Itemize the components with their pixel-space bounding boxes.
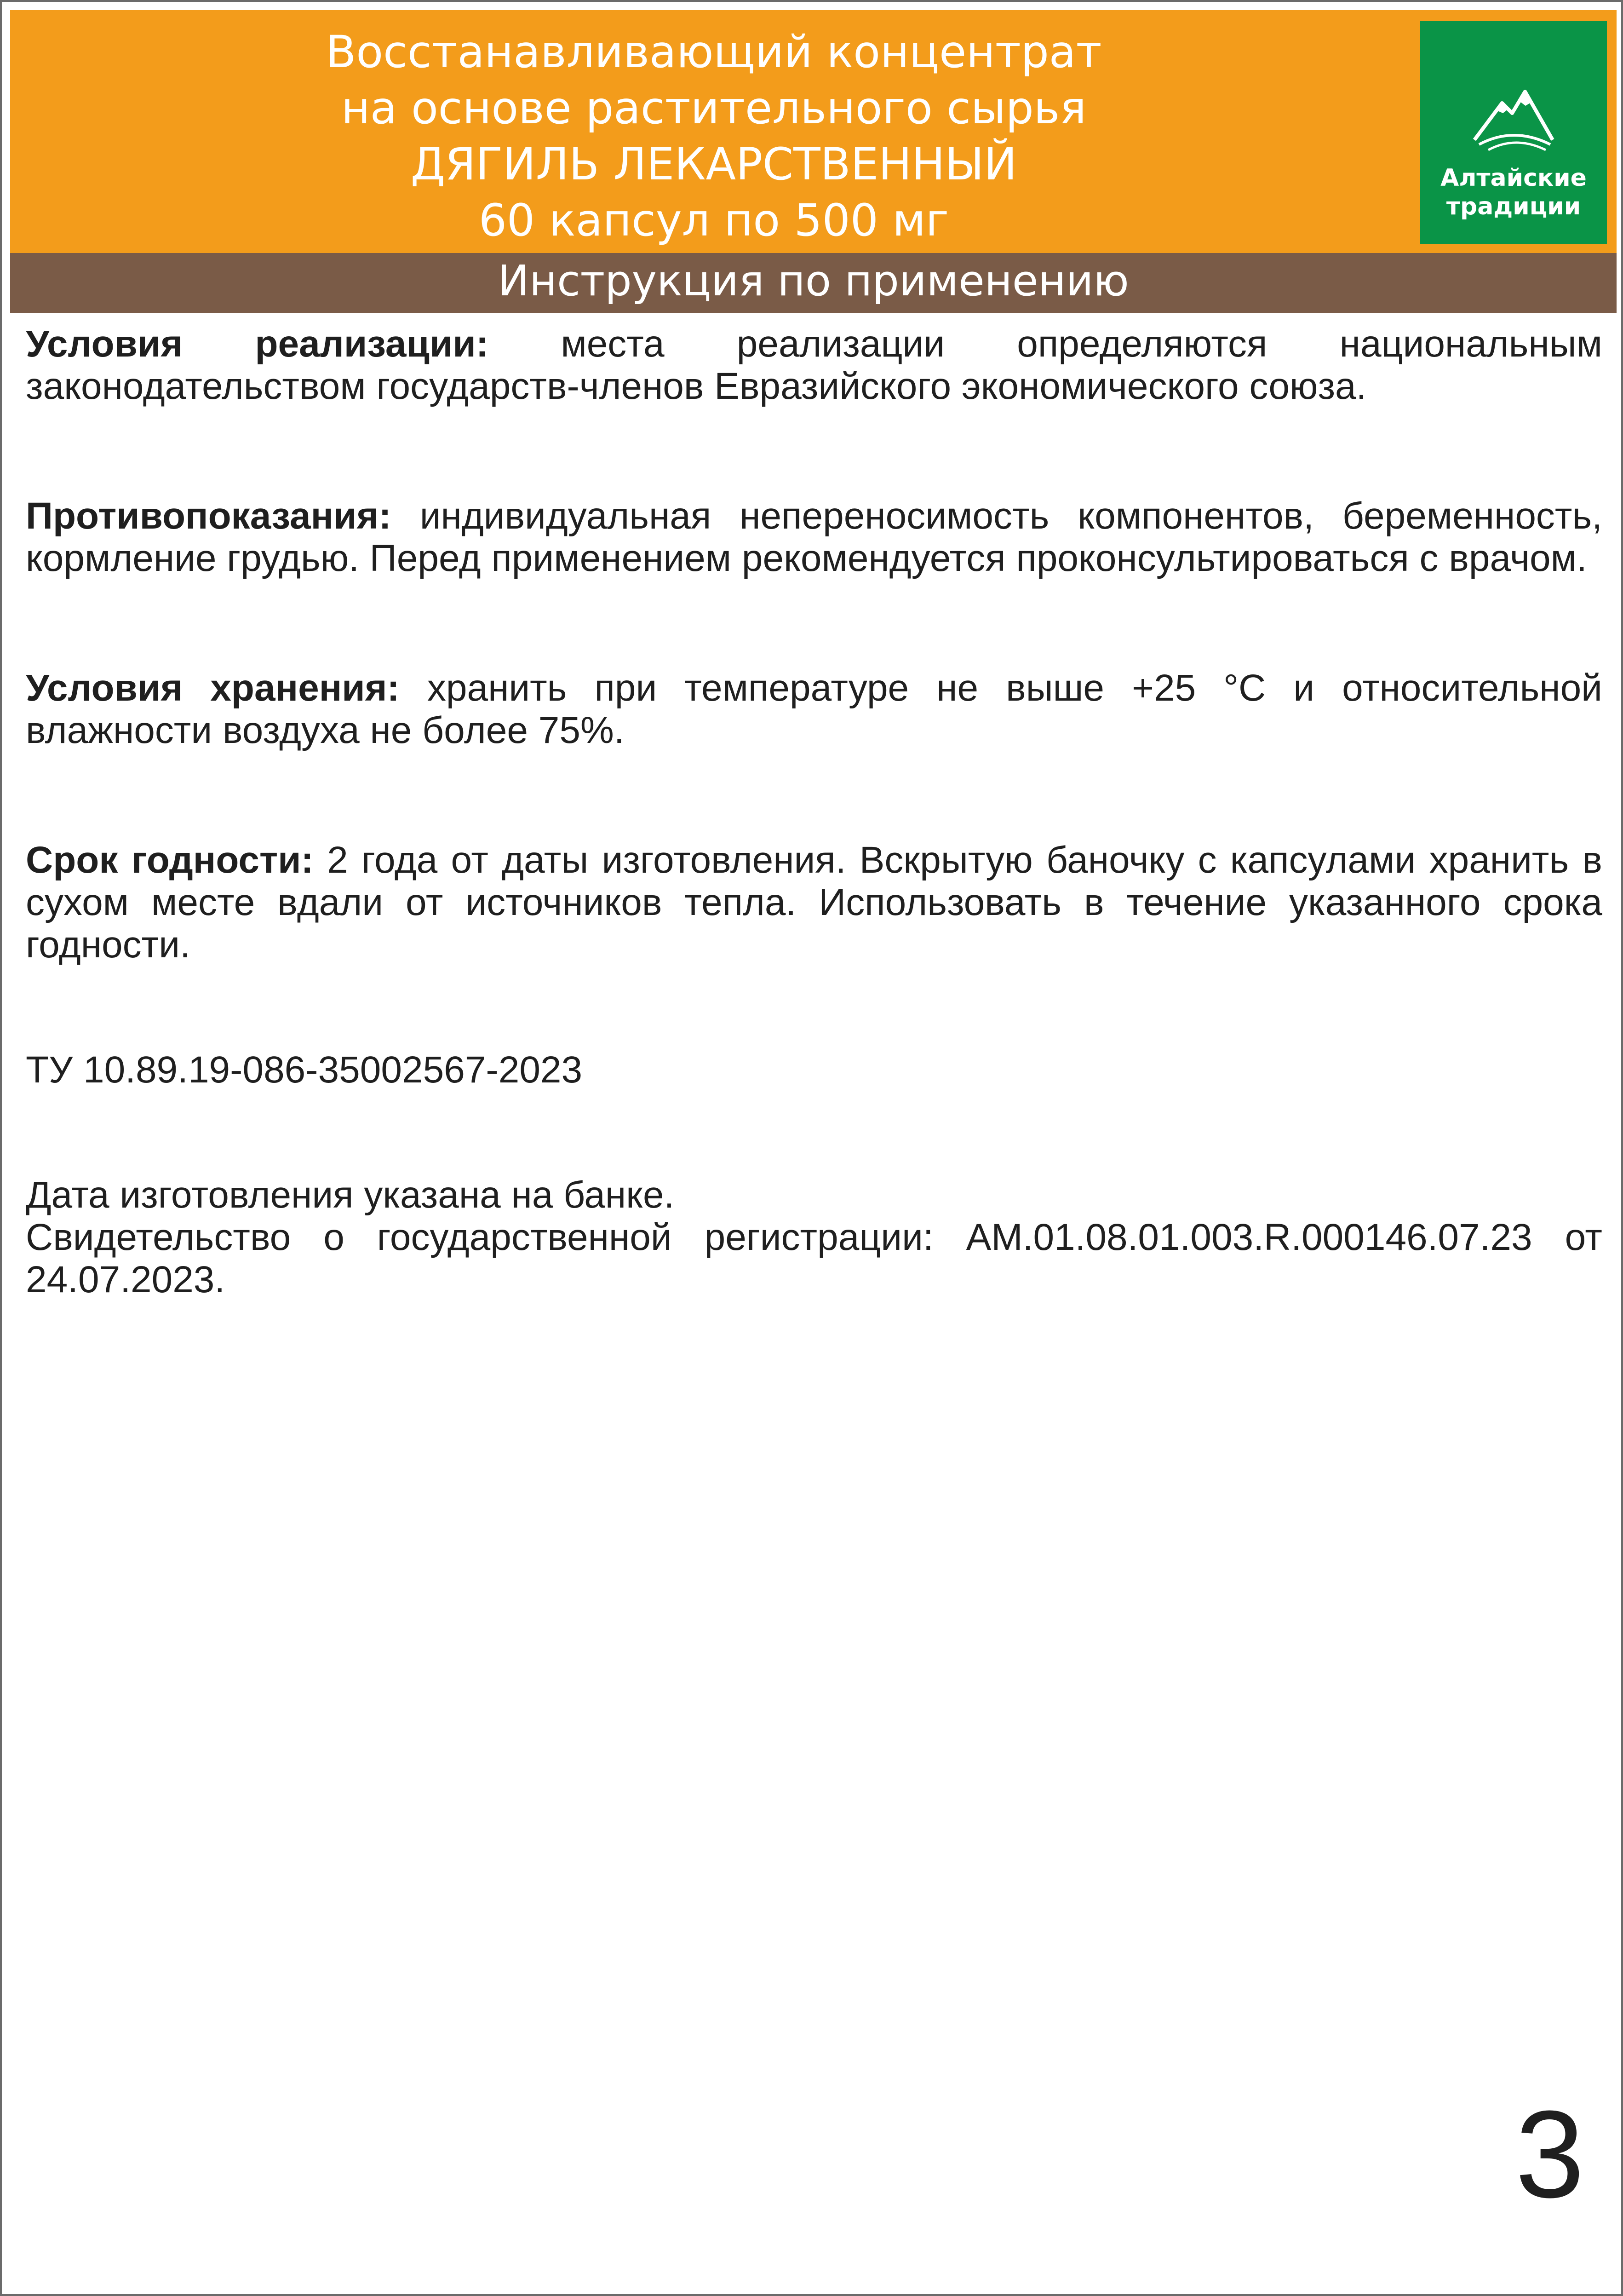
title-line: Восстанавливающий концентрат: [326, 26, 1102, 78]
mountain-icon: [1470, 71, 1557, 158]
manufacture-date-note: Дата изготовления указана на банке.: [26, 1174, 675, 1216]
title-line: на основе растительного сырья: [341, 82, 1087, 134]
logo-line: Алтайские: [1440, 164, 1587, 192]
logo-text: [1420, 164, 1607, 221]
sale-conditions-section: [26, 323, 1602, 408]
contraindications-section: [26, 495, 1602, 580]
shelf-life-section: [26, 839, 1602, 966]
instruction-body: [26, 323, 1602, 1301]
section-label: Срок годности:: [26, 839, 314, 881]
product-title: [10, 24, 1417, 248]
page-number: 3: [1515, 2085, 1584, 2224]
section-label: Условия реализации:: [26, 323, 489, 365]
title-line: 60 капсул по 500 мг: [478, 195, 949, 246]
section-text: индивидуальная непереносимость компонентов, беременность, кормление грудью. Перед применением рекомендуется проконсультироваться с врачом.: [26, 495, 1602, 579]
section-label: Условия хранения:: [26, 667, 400, 709]
tu-code: ТУ 10.89.19-086-35002567-2023: [26, 1049, 583, 1091]
section-text: места реализации определяются национальным законодательством государств-членов Евразийского экономического союза.: [26, 323, 1602, 407]
logo-line: традиции: [1446, 193, 1581, 220]
instructions-heading: Инструкция по применению: [10, 253, 1617, 313]
section-text: хранить при температуре не выше +25 °С и относительной влажности воздуха не более 75%.: [26, 667, 1602, 751]
registration-certificate: Свидетельство о государственной регистрации: AM.01.08.01.003.R.000146.07.23 от 24.07.2023.: [26, 1216, 1602, 1300]
header-banner: [10, 10, 1617, 253]
title-line: ДЯГИЛЬ ЛЕКАРСТВЕННЫЙ: [410, 138, 1017, 190]
section-text: 2 года от даты изготовления. Вскрытую баночку с капсулами хранить в сухом месте вдали от источников тепла. Использовать в течение указанного срока годности.: [26, 839, 1602, 966]
brand-logo: [1420, 21, 1607, 244]
storage-conditions-section: [26, 667, 1602, 752]
section-label: Противопоказания:: [26, 495, 391, 537]
